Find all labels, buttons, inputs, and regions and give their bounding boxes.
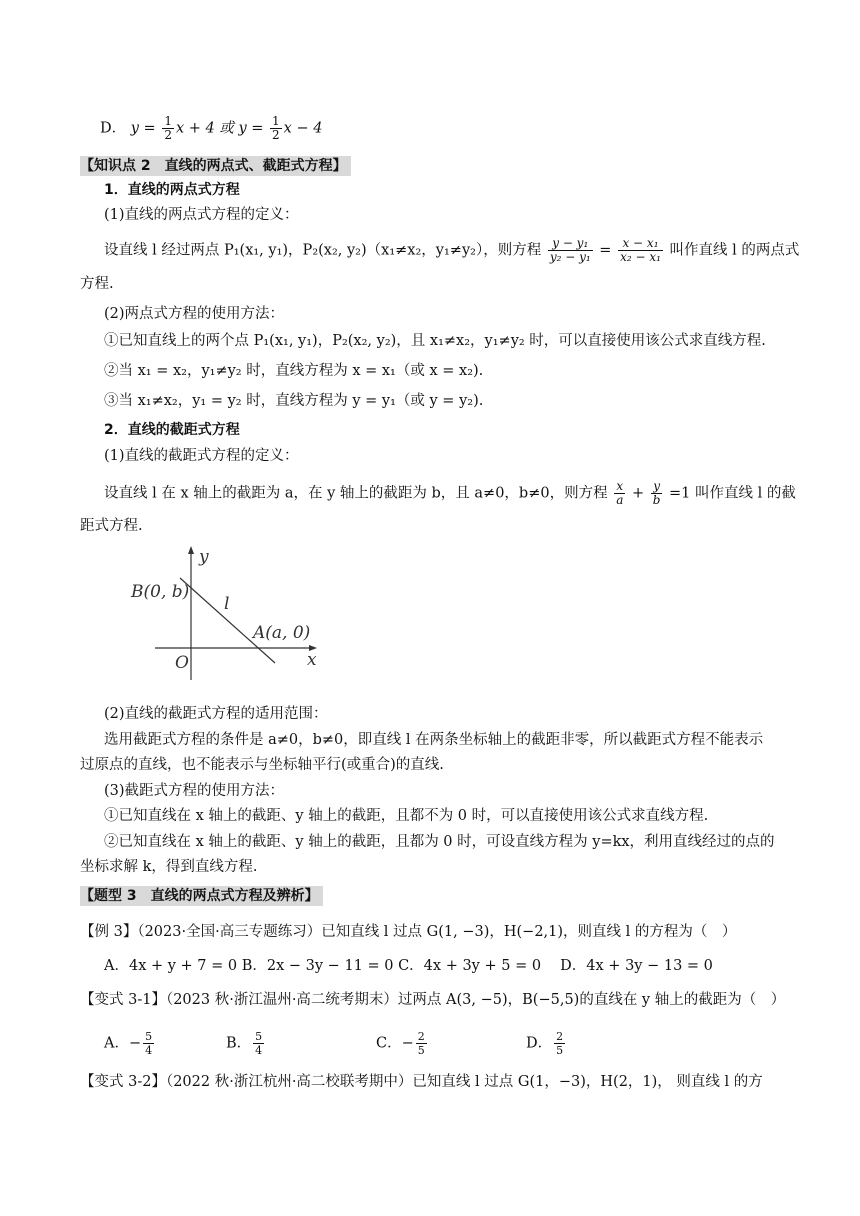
paragraph: 过原点的直线，也不能表示与坐标轴平行(或重合)的直线. bbox=[80, 757, 444, 773]
y-axis-arrow bbox=[188, 546, 194, 554]
list-item: ①已知直线在 x 轴上的截距、y 轴上的截距，且都不为 0 时，可以直接使用该公式求直线方程. bbox=[104, 808, 709, 824]
point-a-label: A(a, 0) bbox=[253, 623, 311, 643]
variant-3-1-option-b: B． $\frac{5}{4}$ bbox=[226, 1030, 263, 1057]
list-item: ②当 x₁ = x₂，y₁≠y₂ 时，直线方程为 x = x₁（或 x = x₂). bbox=[104, 363, 484, 379]
two-point-definition: 设直线 l 经过两点 P₁(x₁, y₁)，P₂(x₂, y₂)（x₁≠x₂，y₁≠y₂），则方程 $\frac{\text{y − y₁}}{\text{y₂ − y₁}}$ = $\frac{\text{x − x₁}}{\text{x₂ − x₁}}$ 叫作直线 l 的两点式 bbox=[104, 236, 800, 264]
fraction: $\frac{\text{y − y₁}}{\text{y₂ − y₁}}$ bbox=[549, 236, 591, 264]
y-axis-label: y bbox=[199, 547, 209, 567]
intercept-definition: 设直线 l 在 x 轴上的截距为 a，在 y 轴上的截距为 b，且 a≠0，b≠0，则方程 $\frac{x}{a}$ + $\frac{y}{b}$ =1 叫作直线 l 的截 bbox=[104, 479, 796, 507]
paragraph: 方程. bbox=[80, 276, 114, 292]
variant-3-1-option-d: D． $\frac{2}{5}$ bbox=[526, 1030, 564, 1057]
fraction: $\frac{1}{2}$ bbox=[164, 114, 172, 142]
fraction: $\frac{\text{x − x₁}}{\text{x₂ − x₁}}$ bbox=[620, 236, 661, 264]
variant-3-1-option-a: A．− $\frac{5}{4}$ bbox=[104, 1030, 153, 1057]
list-item: ①已知直线上的两个点 P₁(x₁, y₁)，P₂(x₂, y₂)，且 x₁≠x₂，y₁≠y₂ 时，可以直接使用该公式求直线方程. bbox=[104, 333, 766, 349]
fraction: $\frac{5}{4}$ bbox=[255, 1030, 263, 1057]
list-item: ③当 x₁≠x₂，y₁ = y₂ 时，直线方程为 y = y₁（或 y = y₂). bbox=[104, 393, 484, 409]
example-3-options: A．4x + y + 7 = 0 B．2x − 3y − 11 = 0 C．4x + 3y + 5 = 0 D．4x + 3y − 13 = 0 bbox=[104, 958, 713, 974]
point-b-label: B(0, b) bbox=[131, 582, 190, 602]
variant-3-1-option-c: C．− $\frac{2}{5}$ bbox=[376, 1030, 425, 1057]
paragraph: (3)截距式方程的使用方法： bbox=[104, 783, 285, 799]
variant-3-1: 【变式 3-1】（2023 秋·浙江温州·高二统考期末）过两点 A(3, −5)，B(−5,5)的直线在 y 轴上的截距为（ ） bbox=[80, 992, 786, 1008]
x-axis-label: x bbox=[307, 650, 317, 670]
paragraph: 选用截距式方程的条件是 a≠0，b≠0，即直线 l 在两条坐标轴上的截距非零，所以截距式方程不能表示 bbox=[104, 732, 764, 748]
fraction: $\frac{5}{4}$ bbox=[145, 1030, 153, 1057]
question-type-3-heading: 【题型 3 直线的两点式方程及辨析】 bbox=[80, 886, 323, 906]
paragraph: 距式方程. bbox=[80, 518, 143, 534]
fraction: $\frac{2}{5}$ bbox=[556, 1030, 564, 1057]
paragraph: (1)直线的截距式方程的定义： bbox=[104, 448, 299, 464]
fraction: $\frac{x}{a}$ bbox=[616, 479, 624, 507]
paragraph: (2)直线的截距式方程的适用范围： bbox=[104, 706, 328, 722]
section-2-title: 2．直线的截距式方程 bbox=[104, 422, 240, 438]
origin-label: O bbox=[175, 653, 189, 673]
line-l-label: l bbox=[224, 594, 230, 614]
paragraph: (1)直线的两点式方程的定义： bbox=[104, 207, 299, 223]
section-1-title: 1．直线的两点式方程 bbox=[104, 182, 240, 198]
line-l bbox=[180, 578, 275, 663]
list-item: 坐标求解 k，得到直线方程. bbox=[80, 859, 258, 875]
knowledge-point-2-heading: 【知识点 2 直线的两点式、截距式方程】 bbox=[80, 156, 351, 176]
fraction: $\frac{2}{5}$ bbox=[417, 1030, 425, 1057]
paragraph: (2)两点式方程的使用方法： bbox=[104, 306, 285, 322]
intercept-diagram bbox=[125, 540, 335, 682]
option-d: D． y = $\frac{1}{2}$ x + 4 或 y = $\frac{1}{2}$ x − 4 bbox=[100, 114, 323, 142]
variant-3-2: 【变式 3-2】（2022 秋·浙江杭州·高二校联考期中）已知直线 l 过点 G(1，−3)，H(2，1)， 则直线 l 的方 bbox=[80, 1074, 763, 1090]
fraction: $\frac{1}{2}$ bbox=[272, 114, 280, 142]
fraction: $\frac{y}{b}$ bbox=[652, 479, 661, 507]
example-3: 【例 3】（2023·全国·高三专题练习）已知直线 l 过点 G(1, −3)，H(−2,1)，则直线 l 的方程为（ ） bbox=[80, 924, 737, 940]
list-item: ②已知直线在 x 轴上的截距、y 轴上的截距，且都为 0 时，可设直线方程为 y=kx，利用直线经过的点的 bbox=[104, 834, 775, 850]
